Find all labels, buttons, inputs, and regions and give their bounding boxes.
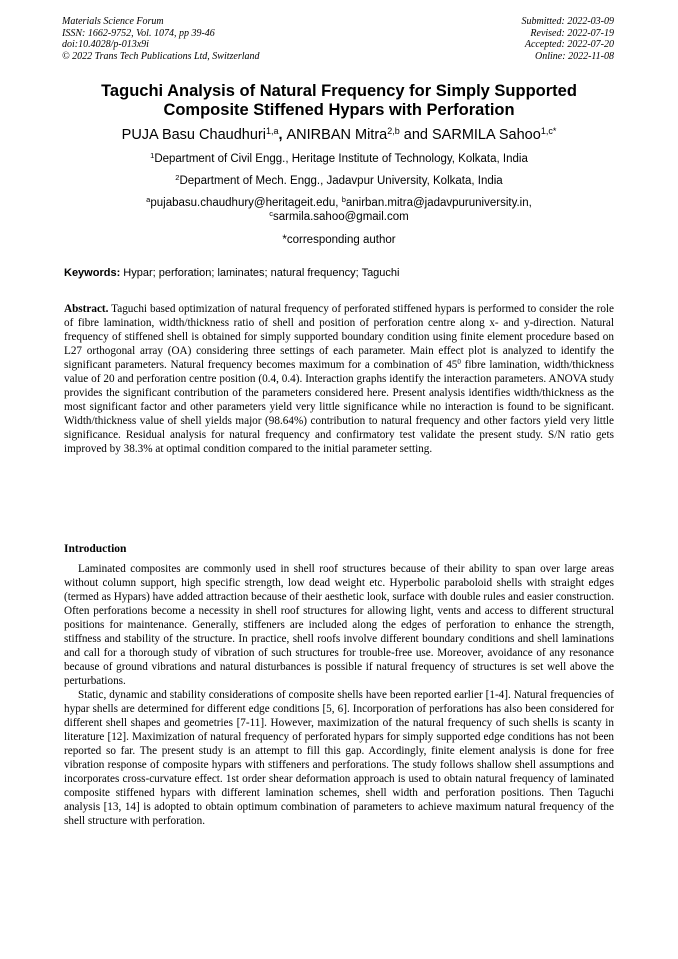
author-2-sup: 2,b <box>387 126 400 136</box>
abstract-degree-sup: 0 <box>457 358 461 366</box>
author-1-sup: 1,a <box>265 126 279 136</box>
abstract <box>64 302 614 456</box>
introduction-body <box>64 562 614 828</box>
journal-header-right <box>522 16 615 62</box>
author-separator-1: , <box>278 127 287 143</box>
title-line-2: Composite Stiffened Hypars with Perforation <box>163 101 515 119</box>
author-emails <box>20 196 658 224</box>
title-line-1: Taguchi Analysis of Natural Frequency for Simply Supported <box>101 82 577 100</box>
paper-title <box>40 82 638 120</box>
abstract-text-1: Taguchi based optimization of natural frequency of perforated stiffened hypars is performed to consider the role of fibre lamination, width/thickness ratio of shell and position of perforation centre along x- and y-direction. Natural frequency of stiffened shell is obtained for simply supported boundary condition using finite element procedure based on L27 orthogonal array (OA) considering three settings of each parameter. Main effect plot is analyzed to identify the significant parameters. Natural frequency becomes maximum for a combination of 45 <box>64 303 614 371</box>
journal-header-left <box>62 16 260 62</box>
affiliation-2 <box>20 174 658 188</box>
author-separator-2: and <box>399 127 432 143</box>
journal-doi[interactable]: doi:10.4028/p-013x9i <box>62 39 149 50</box>
date-revised: Revised: 2022-07-19 <box>530 27 614 39</box>
keywords-label: Keywords: <box>64 267 121 279</box>
email-line-2 <box>20 210 658 224</box>
keywords-text: Hypar; perforation; laminates; natural frequency; Taguchi <box>120 267 400 279</box>
affiliation-2-sup: 2 <box>175 173 180 182</box>
corresponding-author-note: *corresponding author <box>282 234 396 246</box>
affiliation-1-text: Department of Civil Engg., Heritage Institute of Technology, Kolkata, India <box>154 153 528 165</box>
affiliation-1-sup: 1 <box>150 151 155 160</box>
journal-issn: ISSN: 1662-9752, Vol. 1074, pp 39-46 <box>62 27 215 39</box>
author-3-sup: 1,c* <box>540 126 557 136</box>
introduction-heading: Introduction <box>64 543 127 555</box>
affiliation-2-text: Department of Mech. Engg., Jadavpur University, Kolkata, India <box>179 175 503 187</box>
author-list <box>20 126 658 144</box>
introduction-paragraph-2: Static, dynamic and stability considerations of composite shells have been reported earlier [1-4]. Natural frequencies of hypar shells are determined for different edge conditions [5, 6]. Incorporation of perforations has also been considered for different shell shapes and geometries [7-11]. However, maximization of the natural frequency of such shells is scanty in literature [12]. Maximization of natural frequency of perforated hypars for simply supported edge conditions has not been reported so far. The present study is an attempt to fill this gap. Accordingly, finite element analysis is done for free vibration response of composite hypars with stiffeners and perforations. The study follows shallow shell assumptions and incorporates cross-curvature effect. 1st order shear deformation approach is used to obtain natural frequency of laminated composite stiffened hypars with different lamination schemes, shell width and perforation positions. Then Taguchi analysis [13, 14] is adopted to obtain optimum combination of parameters to achieve maximum natural frequency of the shell structure with perforation. <box>64 689 614 827</box>
date-submitted: Submitted: 2022-03-09 <box>521 16 614 27</box>
author-1-name: PUJA Basu Chaudhuri <box>121 127 266 143</box>
abstract-text-2: fibre lamination, width/thickness value of 20 and perforation centre position (0.4, 0.4). Interaction graphs identify the interaction parameters. ANOVA study provides the significant contribution of the parameters considered here. Present analysis identifies width/thickness as the most significant factor and other parameters yield very little significance while no interaction is found to be significant. Width/thickness value of shell yields major (98.64%) contribution to natural frequency and other factors yield very little significance. Residual analysis for natural frequency and confirmatory test validate the present study. S/N ratio gets improved by 38.3% at optimal condition compared to the initial parameter setting. <box>64 359 615 455</box>
journal-copyright: © 2022 Trans Tech Publications Ltd, Switzerland <box>62 50 260 62</box>
author-2-name: ANIRBAN Mitra <box>286 127 388 143</box>
keywords <box>64 266 614 280</box>
journal-name: Materials Science Forum <box>62 16 164 27</box>
email-b[interactable]: anirban.mitra@jadavpuruniversity.in, <box>345 197 532 209</box>
date-accepted: Accepted: 2022-07-20 <box>524 39 614 50</box>
email-line-1 <box>20 196 658 210</box>
affiliation-1 <box>20 152 658 166</box>
email-a-sup: a <box>146 195 151 204</box>
email-c-sup: c <box>269 209 274 218</box>
introduction-paragraph-1: Laminated composites are commonly used in shell roof structures because of their ability to span over large areas without column support, high specific strength, low dead weight etc. Hyperbolic paraboloid shells with straight edges (termed as Hypars) have added attraction because of their aesthetic look, surface with double rules and easier construction. Often perforations become a necessity in shell roof structures for allowing light, vents and access to different structural positions for maintenance. Generally, stiffeners are included along the edges of perforation to enhance the strength, stiffness and stability of the structure. In practice, shell roofs involve different boundary conditions and shell laminations and call for a thorough study of vibration of such structures for trouble-free use. Moreover, avoidance of any resonance because of ground vibrations and natural disturbances is possible if natural frequency of structures is set well above the perturbations. <box>64 563 614 687</box>
author-3-name: SARMILA Sahoo <box>432 127 541 143</box>
email-c[interactable]: sarmila.sahoo@gmail.com <box>273 211 409 223</box>
email-a[interactable]: pujabasu.chaudhury@heritageit.edu, <box>150 197 342 209</box>
abstract-label: Abstract. <box>64 303 109 315</box>
email-b-sup: b <box>341 195 346 204</box>
date-online: Online: 2022-11-08 <box>535 50 614 62</box>
